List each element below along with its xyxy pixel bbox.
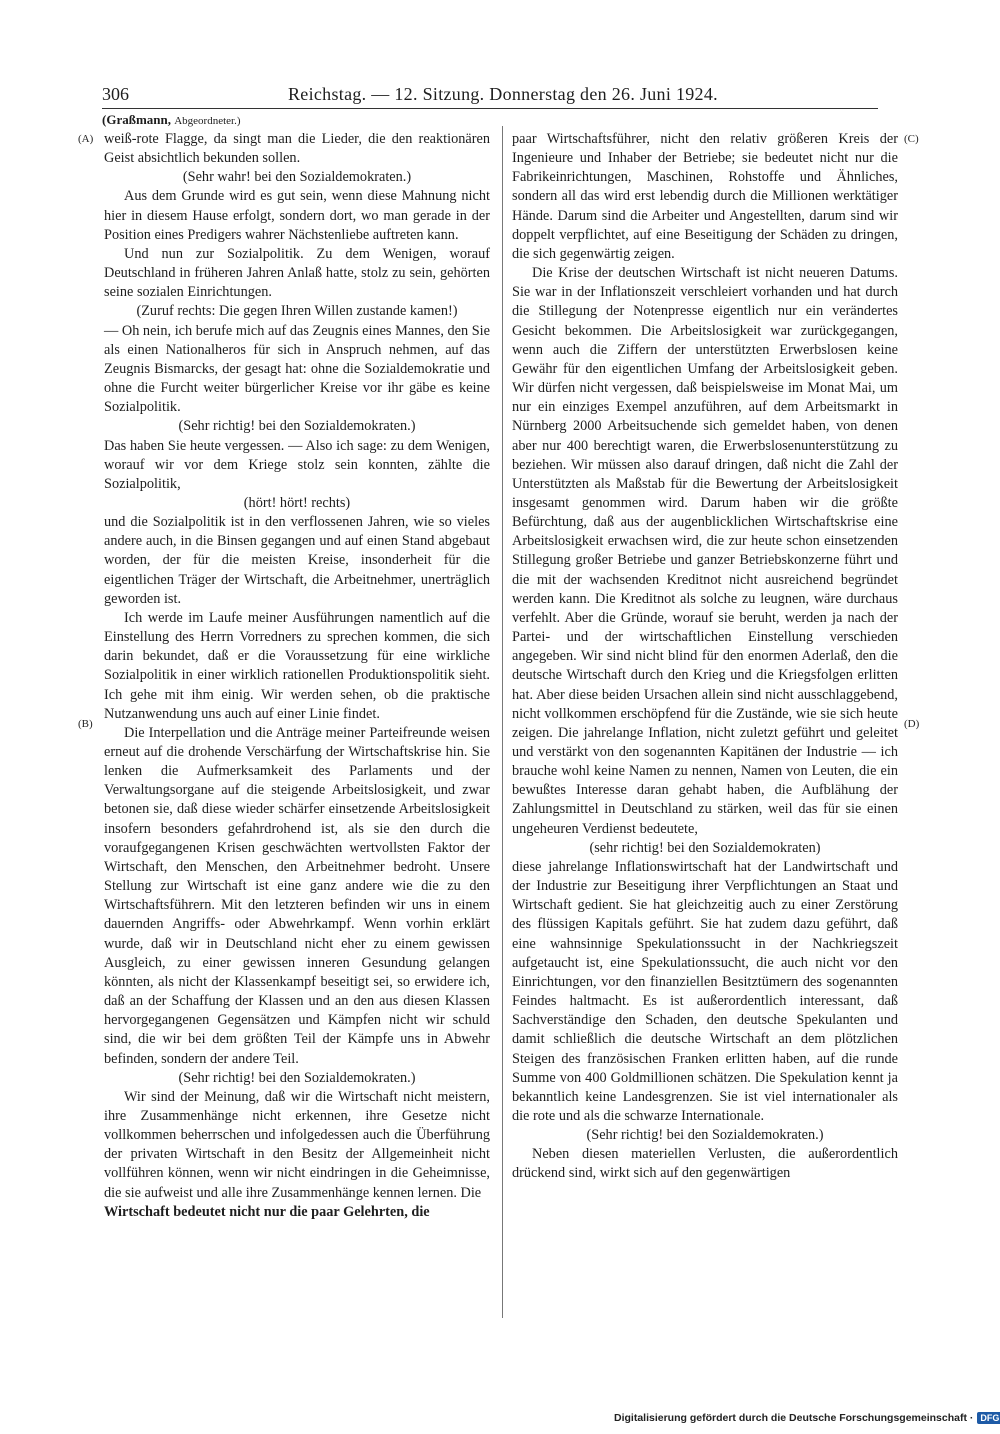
column-divider	[502, 126, 503, 1318]
paragraph: Und nun zur Sozialpolitik. Zu dem Wenigen, worauf Deutschland in früheren Jahren Anlaß hatte, stolz zu sein, gehörten seine sozialen Einrichtungen.	[104, 245, 490, 301]
paragraph: Die Interpellation und die Anträge meiner Parteifreunde weisen erneut auf die drohende Verschärfung der Wirtschaftskrise hin. Sie lenken die Aufmerksamkeit des Parlaments und der Verwaltungsorgane auf die steigende Arbeitslosigkeit, und zwar betonen sie, daß diese wieder schärfer einsetzende Arbeitslosigkeit insofern besonders gefahrdrohend ist, als sie den durch die voraufgegangenen Krisen geschwächten wertvollsten Faktor der Wirtschaft, den Menschen, den Arbeitnehmer bedroht. Unsere Stellung zur Wirtschaft ist eine ganz andere wie die zu den Wirtschaftsführern. Mit den letzteren befinden wir uns in einem dauernden Angriffs- oder Abwehrkampf. Wenn vorhin erklärt wurde, daß wir in Deutschland nicht eher zu einem gewissen Ausgleich, zu einer gewissen inneren Gesundung gelangen könnten, als nicht der Klassenkampf beseitigt sei, so erwidere ich, daß an der Schaffung der Klassen und an den aus diesen Klassen hervorgegangenen Gegensätzen und Kämpfen nicht wir schuld sind, die wir bei dem größten Teil der Kämpfe uns in Abwehr befinden, sondern der andere Teil.	[104, 724, 490, 1067]
paragraph: Ich werde im Laufe meiner Ausführungen namentlich auf die Einstellung des Herrn Vorredners zu sprechen kommen, die sich darin bekundet, daß er die Voraussetzung für eine wirkliche Sozialpolitik in einer wirklich rationellen Produktionspolitik sieht. Ich gehe mit ihm einig. Wir werden sehen, ob die praktische Nutzanwendung uns auch auf einer Linie findet.	[104, 609, 490, 722]
interjection: (Zuruf rechts: Die gegen Ihren Willen zustande kamen!)	[136, 303, 458, 320]
paragraph: diese jahrelange Inflationswirtschaft hat der Landwirtschaft und der Industrie zur Beseitigung ihrer Verpflichtungen an Staat und Wirtschaft gedient. Sie hat gleichzeitig auch zu einer Zerstörung des flüssigen Kapitals geführt. Sie hat zudem dazu geführt, daß eine wahnsinnige Spekulationssucht in der Nachkriegszeit aufgetaucht ist, eine Spekulationssucht, die auch nicht vor den Einrichtungen, vor den finanziellen Besitztümern des sogenannten Feindes haltmacht. Es ist außerordentlich interessant, daß Sachverständige den Schaden, den deutsche Spekulanten und damit schließlich die deutsche Wirtschaft an dem plötzlichen Steigen des französischen Franken erlitten haben, auf die runde Summe von 400 Goldmillionen schätzen. Die Spekulation kennt ja bekanntlich keine Landesgrenzen. Sie ist viel internationaler als die rote und als die schwarze Internationale.	[512, 858, 898, 1124]
footer-text: Digitalisierung gefördert durch die Deutsche Forschungsgemeinschaft ·	[614, 1412, 974, 1424]
margin-mark-b: (B)	[78, 718, 93, 730]
margin-mark-c: (C)	[904, 133, 919, 145]
margin-mark-d: (D)	[904, 718, 920, 730]
interjection: (hört! hört! rechts)	[243, 494, 351, 511]
paragraph: und die Sozialpolitik ist in den verflossenen Jahren, wie so vieles andere auch, in die Binsen gegangen und auf einen Stand abgebaut worden, der für die meisten Kreise, insonderheit für die eigentlichen Träger der Wirtschaft, die Arbeitnehmer, unerträglich geworden ist.	[104, 514, 490, 607]
paragraph: Neben diesen materiellen Verlusten, die außerordentlich drückend sind, wirkt sich auf den gegenwärtigen	[512, 1146, 898, 1182]
running-title: Reichstag. — 12. Sitzung. Donnerstag den 26. Juni 1924.	[288, 84, 718, 104]
paragraph: Wir sind der Meinung, daß wir die Wirtschaft nicht meistern, ihre Zusammenhänge nicht erkennen, ihre Gesetze nicht vollkommen beherrschen und infolgedessen auch die Überführung der privaten Wirtschaft in den Besitz der Allgemeinheit nicht vollführen können, wenn wir nicht eindringen in die Geheimnisse, die sie aufweist und alle ihre Zusammenhänge kennen lernen. Die	[104, 1088, 490, 1201]
speaker-name: (Graßmann,	[102, 112, 171, 127]
dfg-logo: DFG	[977, 1412, 1000, 1424]
paragraph: weiß-rote Flagge, da singt man die Lieder, die den reaktionären Geist absichtlich bekunden sollen.	[104, 131, 490, 167]
paragraph: Die Krise der deutschen Wirtschaft ist nicht neueren Datums. Sie war in der Inflationszeit verschleiert vorhanden und hat durch die Stillegung der Notenpresse eigentlich nur ein verändertes Gesicht bekommen. Die Arbeitslosigkeit war zurückgegangen, wenn auch die Ziffern der unterstützten Erwerbslosen keine Gewähr für den eigentlichen Umfang der Arbeitslosigkeit geben. Wir dürfen nicht vergessen, daß beispielsweise im Monat Mai, um nur ein einziges Exempel anzuführen, auf dem Arbeitsmarkt in Nürnberg 2000 Arbeitsuchende sich gemeldet haben, von denen aber nur 400 berechtigt waren, die Erwerbslosenunterstützung zu beziehen. Wir müssen also darauf dringen, daß nicht die Zahl der Unterstützten als Maßstab für die Bewertung der Arbeitslosigkeit insgesamt genommen wird. Darum haben wir die größte Befürchtung, daß aus der augenblicklichen Wirtschaftskrise eine Arbeitslosigkeit erwachsen wird, die zur heute schon einsetzenden Stillegung großer Betriebe und ganzer Betriebskonzerne führt und die mit der wachsenden Kreditnot nicht ausreichend begründet werden kann. Die Kreditnot als solche zu leugnen, wäre durchaus verfehlt. Aber die Gründe, worauf sie beruht, werden ja nach der Partei- und der wirtschaftlichen Einstellung verschieden angegeben. Wir sind nicht blind für den enormen Aderlaß, den die deutsche Wirtschaft durch den Krieg und die Kriegsfolgen erlitten hat. Aber diese beiden Ursachen allein sind nicht ausschlaggebend, nicht vollkommen erschöpfend für die Zustände, wie sie sich heute zeigen. Die jahrelange Inflation, nicht zuletzt geführt und geleitet und verstärkt von den sogenannten Kapitänen der Industrie — ich brauche wohl keine Namen zu nennen, Namen von Leuten, die ein bewußtes Interesse daran gehabt haben, die Aufblähung der Zahlungsmittel in Deutschland zu stärken, weil das für sie einen ungeheuren Verdienst bedeutete,	[512, 265, 898, 837]
interjection: (Sehr richtig! bei den Sozialdemokraten.)	[586, 1127, 824, 1144]
page-number: 306	[102, 84, 129, 104]
interjection: (sehr richtig! bei den Sozialdemokraten)	[589, 839, 821, 856]
page-header	[102, 84, 878, 110]
margin-mark-a: (A)	[78, 133, 94, 145]
header-rule	[102, 108, 878, 109]
left-column	[104, 130, 490, 1222]
paragraph: paar Wirtschaftsführer, nicht den relativ größeren Kreis der Ingenieure und Inhaber der Betriebe; sie bedeutet nicht nur die Fabrikeinrichtungen, Maschinen, Rohstoffe und Ähnliches, sondern all das wird erst lebendig durch die Millionen werktätiger Hände. Darum sind die Arbeiter und Angestellten, darum sind wir doppelt verpflichtet, auf eine Beseitigung der Schäden zu dringen, die sich gegenwärtig zeigen.	[512, 131, 898, 262]
paragraph: Aus dem Grunde wird es gut sein, wenn diese Mahnung nicht hier in diesem Hause erfolgt, sondern dort, wo man gerade in der Position eines Predigers wahrer Nächstenliebe auftreten kann.	[104, 188, 490, 243]
interjection: (Sehr wahr! bei den Sozialdemokraten.)	[182, 169, 412, 186]
paragraph: Das haben Sie heute vergessen. — Also ich sage: zu dem Wenigen, worauf wir vor dem Kriege stolz sein konnten, zählte die Sozialpolitik,	[104, 437, 490, 492]
interjection: (Sehr richtig! bei den Sozialdemokraten.)	[178, 418, 416, 435]
interjection: (Sehr richtig! bei den Sozialdemokraten.)	[178, 1069, 416, 1086]
right-column	[512, 130, 898, 1184]
speaker-role: Abgeordneter.)	[174, 115, 241, 127]
paragraph: Wirtschaft bedeutet nicht nur die paar Gelehrten, die	[104, 1203, 430, 1220]
speaker-label	[102, 112, 241, 128]
paragraph: — Oh nein, ich berufe mich auf das Zeugnis eines Mannes, den Sie als einen Nationalheros für sich in Anspruch nehmen, auf das Zeugnis Bismarcks, der gesagt hat: ohne die Sozialdemokratie und ohne die Furcht weiter bürgerlicher Kreise vor ihr gäbe es keine Sozialpolitik.	[104, 322, 490, 416]
footer-credit	[614, 1412, 1000, 1424]
